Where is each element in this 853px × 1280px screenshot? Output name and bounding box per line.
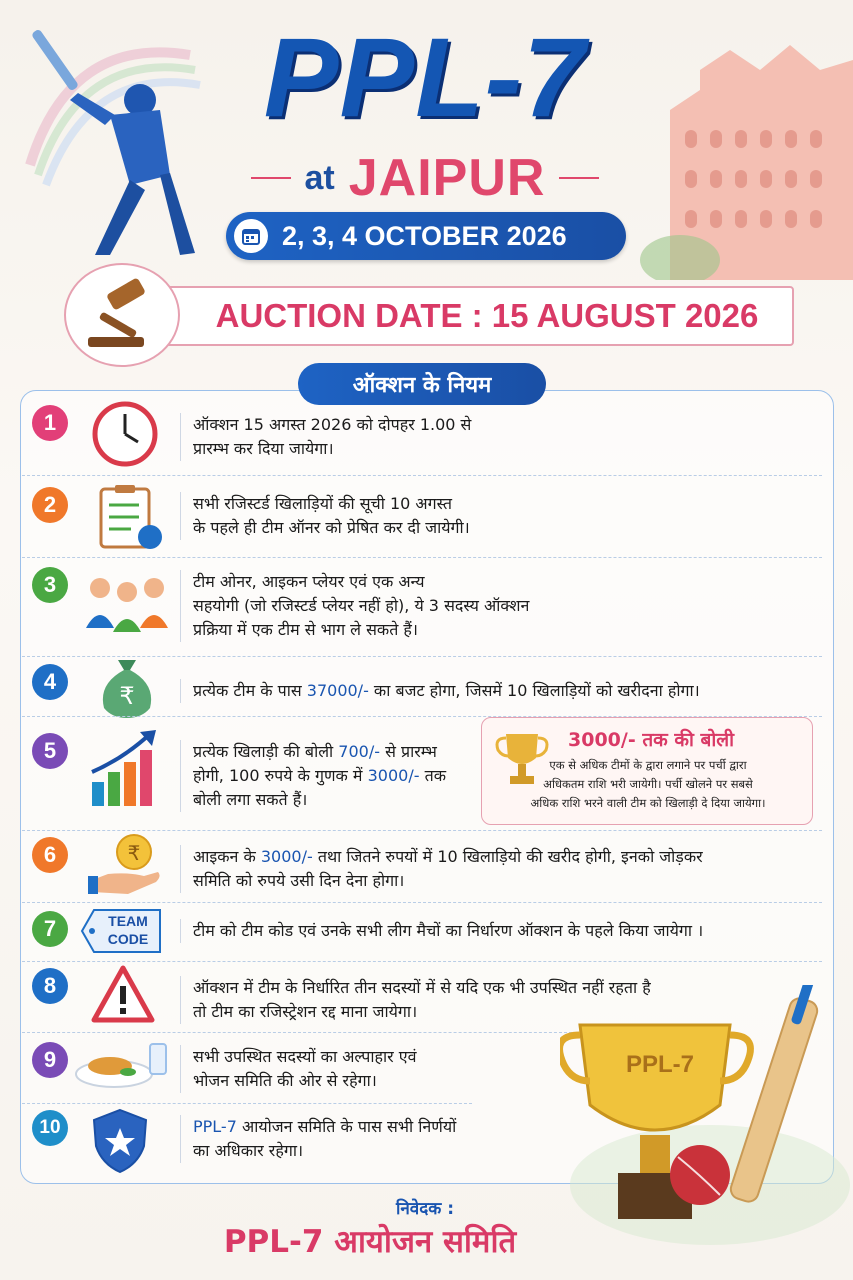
- rule-line: का अधिकार रहेगा।: [193, 1141, 304, 1160]
- rule-line: टीम ओनर, आइकन प्लेयर एवं एक अन्य: [193, 572, 425, 591]
- rule-line: [193, 845, 703, 869]
- rule-line: सहयोगी (जो रजिस्टर्ड प्लेयर नहीं हो), ये 3 सदस्य ऑक्शन: [193, 596, 530, 615]
- trophy-bat-illustration: [560, 985, 850, 1245]
- callout-line: अधिक राशि भरने वाली टीम को खिलाड़ी दे दिया जायेगा।: [530, 796, 766, 810]
- food-plate-icon: [74, 1040, 170, 1090]
- rule-number: 8: [32, 968, 68, 1004]
- event-dates: 2, 3, 4 OCTOBER 2026: [282, 220, 567, 251]
- rule-segment: आइकन के: [193, 847, 261, 866]
- cricketer-illustration: [10, 15, 210, 255]
- rule-segment: से प्रारम्भ: [380, 742, 437, 761]
- rule-number: 6: [32, 837, 68, 873]
- rule-line: [193, 740, 446, 764]
- divider: [251, 177, 291, 179]
- rule-number: 1: [32, 405, 68, 441]
- rule-line: प्रत्येक टीम के पास: [193, 681, 307, 700]
- row-divider: [22, 902, 822, 903]
- organizer-name: PPL-7 आयोजन समिति: [223, 1224, 517, 1260]
- rule-number: 4: [32, 664, 68, 700]
- callout-line: अधिकतम राशि भरी जायेगी। पर्ची खोलने पर सबसे: [543, 777, 753, 791]
- row-divider: [22, 1103, 472, 1104]
- rule-number: 10: [32, 1110, 68, 1146]
- rule-line: टीम को टीम कोड एवं उनके सभी लीग मैचों का निर्धारण ऑक्शन के पहले किया जायेगा ।: [193, 921, 704, 940]
- rule-line: ऑक्शन में टीम के निर्धारित तीन सदस्यों में से यदि एक भी उपस्थित नहीं रहता है: [193, 978, 651, 997]
- amount-highlight: 700/-: [338, 742, 380, 761]
- event-title: PPL-7: [263, 15, 587, 140]
- rule-number: 9: [32, 1042, 68, 1078]
- tag-text: TEAM: [108, 913, 148, 929]
- rule-line: ऑक्शन 15 अगस्त 2026 को दोपहर 1.00 से: [193, 415, 472, 434]
- row-divider: [22, 1032, 572, 1033]
- rule-text: [180, 845, 703, 893]
- row-divider: [22, 475, 822, 476]
- org-highlight: PPL-7: [193, 1117, 237, 1136]
- rule-number: 3: [32, 567, 68, 603]
- bar-chart-icon: [88, 728, 158, 798]
- row-divider: [22, 830, 822, 831]
- rules-title: ऑक्शन के नियम: [298, 363, 546, 405]
- amount-highlight: 37000/-: [306, 681, 369, 700]
- callout-text: [492, 756, 804, 813]
- rule-text: [180, 1045, 417, 1093]
- rule-text: [180, 413, 471, 461]
- auction-date-text: AUCTION DATE : 15 AUGUST 2026: [215, 297, 759, 334]
- divider: [559, 177, 599, 179]
- money-bag-icon: [92, 654, 162, 724]
- clipboard-icon: [95, 483, 165, 553]
- callout-line: एक से अधिक टीमों के द्वारा लगाने पर पर्ची द्वारा: [549, 758, 747, 772]
- amount-highlight: 3000/-: [260, 847, 313, 866]
- rule-segment: प्रत्येक खिलाड़ी की बोली: [193, 742, 339, 761]
- trophy-label: PPL-7: [625, 1051, 694, 1078]
- calendar-icon: [234, 219, 268, 253]
- rule-text: [180, 1115, 456, 1163]
- team-code-tag-icon: [80, 908, 162, 954]
- rule-line: [193, 1115, 456, 1139]
- rule-line: का बजट होगा, जिसमें 10 खिलाड़ियों को खरीदना होगा।: [368, 681, 700, 700]
- svg-text:₹: ₹: [127, 841, 141, 865]
- rule-text: [180, 679, 700, 703]
- rule-segment: तक: [419, 766, 446, 785]
- amount-highlight: 3000/-: [367, 766, 420, 785]
- tag-text: CODE: [107, 931, 149, 947]
- shield-star-icon: [90, 1108, 160, 1178]
- city-name: JAIPUR: [348, 149, 546, 207]
- rule-line: भोजन समिति की ओर से रहेगा।: [193, 1071, 377, 1090]
- rule-number: 2: [32, 487, 68, 523]
- rule-segment: होगी, 100 रुपये के गुणक में: [193, 766, 368, 785]
- hawa-mahal-illustration: [640, 30, 853, 280]
- gavel-icon: [64, 263, 180, 367]
- clock-icon: [90, 398, 160, 468]
- location-row: [230, 150, 620, 206]
- rule-text: [180, 740, 446, 812]
- event-dates-pill: [226, 212, 626, 260]
- rule-line: तो टीम का रजिस्ट्रेशन रद्द माना जायेगा।: [193, 1002, 418, 1021]
- auction-date-banner: [150, 286, 794, 346]
- rule-line: प्रक्रिया में एक टीम से भाग ले सकते हैं।: [193, 620, 418, 639]
- callout-title: 3000/- तक की बोली: [568, 729, 735, 751]
- rule-line: बोली लगा सकते हैं।: [193, 790, 308, 809]
- rule-line: के पहले ही टीम ऑनर को प्रेषित कर दी जायेगी।: [193, 518, 470, 537]
- bid-callout: [481, 717, 813, 825]
- at-label: at: [304, 158, 335, 197]
- rupee-hand-icon: [88, 832, 164, 902]
- people-icon: [82, 572, 172, 642]
- row-divider: [22, 961, 822, 962]
- rule-segment: आयोजन समिति के पास सभी निर्णयों: [236, 1117, 457, 1136]
- warning-icon: [90, 964, 160, 1034]
- rule-text: [180, 492, 470, 540]
- row-divider: [22, 557, 822, 558]
- footer-label: निवेदक :: [395, 1199, 455, 1219]
- rule-text: [180, 570, 529, 642]
- rule-text: [180, 919, 703, 943]
- rule-line: सभी उपस्थित सदस्यों का अल्पाहार एवं: [193, 1047, 417, 1066]
- rule-line: सभी रजिस्टर्ड खिलाड़ियों की सूची 10 अगस्त: [193, 494, 452, 513]
- rule-line: [193, 764, 446, 788]
- svg-text:₹: ₹: [119, 682, 135, 710]
- rule-line: समिति को रुपये उसी दिन देना होगा।: [193, 871, 405, 890]
- rule-number: 5: [32, 733, 68, 769]
- rule-line: प्रारम्भ कर दिया जायेगा।: [193, 439, 334, 458]
- rule-segment: तथा जितने रुपयों में 10 खिलाड़ियो की खरीद होगी, इनको जोड़कर: [312, 847, 703, 866]
- rule-number: 7: [32, 911, 68, 947]
